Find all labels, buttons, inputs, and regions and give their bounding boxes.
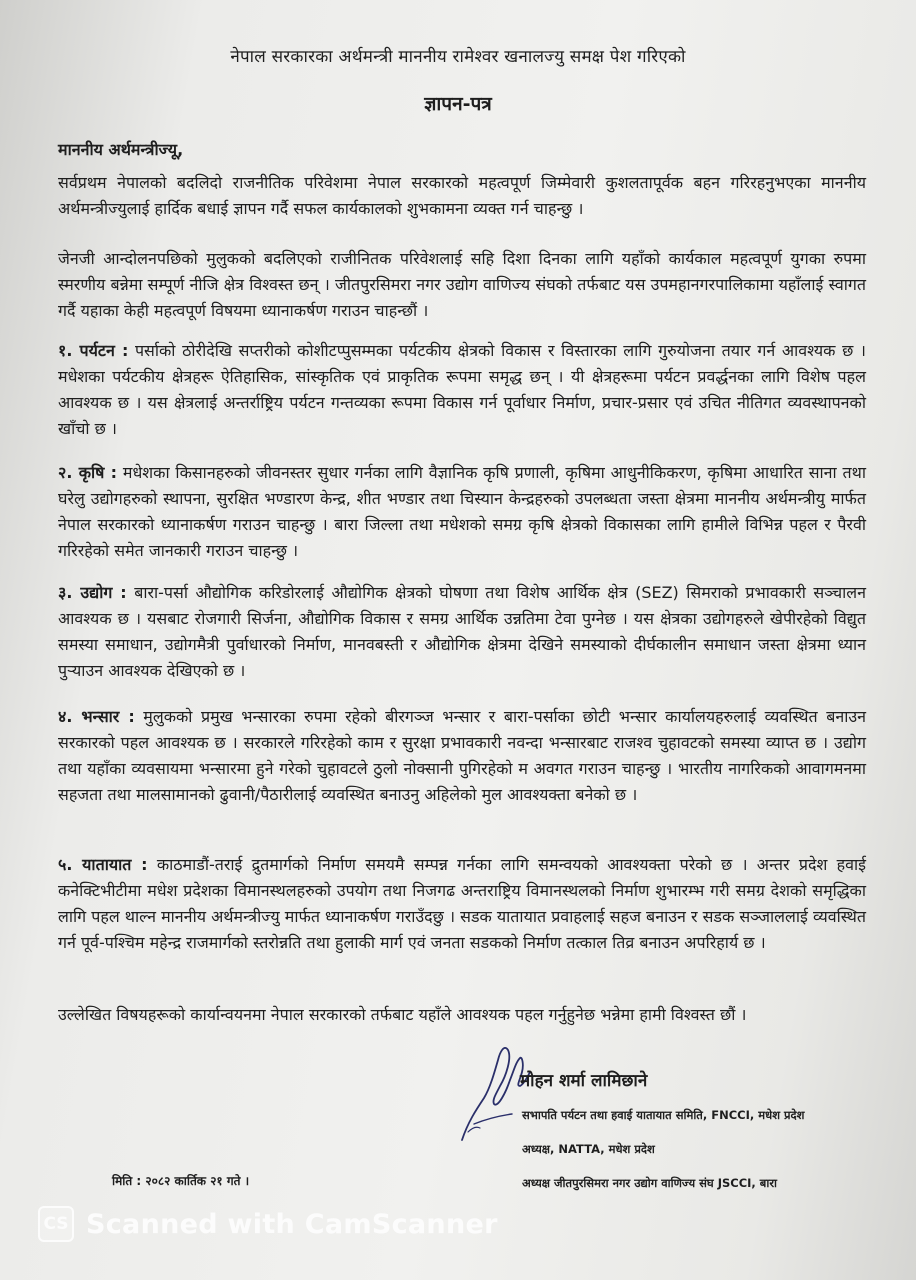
point-text: पर्साको ठोरीदेखि सप्तरीको कोशीटप्पुसम्मका पर्यटकीय क्षेत्रको विकास र विस्तारका लागि गुरुयोजना तयार गर्न आवश्यक छ । मधेशका पर्यटकीय क्षेत्रहरू ऐतिहासिक, सांस्कृतिक एवं प्राकृतिक रूपमा समृद्ध छन् । यी क्षेत्रहरूमा पर्यटन प्रवर्द्धनका लागि विशेष पहल आवश्यक छ । यस क्षेत्रलाई अन्तर्राष्ट्रिय पर्यटन गन्तव्यका रूपमा विकास गर्न पूर्वाधार निर्माण, प्रचार-प्रसार एवं उचित नीतिगत व्यवस्थापनको खाँचो छ । bbox=[58, 341, 866, 438]
camscanner-logo-icon: CS bbox=[38, 1206, 74, 1242]
submission-header: नेपाल सरकारका अर्थमन्त्री माननीय रामेश्वर खनालज्यु समक्ष पेश गरिएको bbox=[230, 47, 686, 67]
point-text: मधेशका किसानहरुको जीवनस्तर सुधार गर्नका लागि वैज्ञानिक कृषि प्रणाली, कृषिमा आधुनीकिकरण, कृषिमा आधारित साना तथा घरेलु उद्योगहरुको स्थापना, सुरक्षित भण्डारण केन्द्र, शीत भण्डार तथा चिस्यान केन्द्रहरुको उपलब्धता जस्ता क्षेत्रमा माननीय अर्थमन्त्रीयु मार्फत नेपाल सरकारको ध्यानाकर्षण गराउन चाहन्छु । बारा जिल्ला तथा मधेशको समग्र कृषि क्षेत्रको विकासका लागि हामीले विभिन्न पहल र पैरवी गरिरहेको समेत जानकारी गराउन चाहन्छु । bbox=[58, 463, 866, 560]
point-text: बारा-पर्सा औद्योगिक करिडोरलाई औद्योगिक क्षेत्रको घोषणा तथा विशेष आर्थिक क्षेत्र (SEZ) सिमराको प्रभावकारी सञ्चालन आवश्यक छ । यसबाट रोजगारी सिर्जना, औद्योगिक विकास र समग्र आर्थिक उन्नतिमा टेवा पुग्नेछ । यस क्षेत्रका उद्योगहरुले खेपीरहेको विद्युत समस्या समाधान, उद्योगमैत्री पुर्वाधारको निर्माण, मानवबस्ती र औद्योगिक क्षेत्रमा देखिने समस्याको दीर्घकालीन समाधान जस्ता क्षेत्रमा ध्यान पुऱ्याउन आवश्यक देखिएको छ । bbox=[58, 583, 867, 680]
point-tourism bbox=[58, 338, 866, 442]
signer-role: सभापति पर्यटन तथा हवाई यातायात समिति, FNCCI, मधेश प्रदेश bbox=[522, 1108, 805, 1122]
point-agriculture bbox=[58, 460, 866, 564]
signer-role: अध्यक्ष, NATTA, मधेश प्रदेश bbox=[522, 1142, 655, 1156]
point-text: काठमाडौं-तराई द्रुतमार्गको निर्माण समयमै सम्पन्न गर्नका लागि समन्वयको आवश्यक्ता परेको छ । अन्तर प्रदेश हवाई कनेक्टिभीटीमा मधेश प्रदेशका विमानस्थलहरुको उपयोग तथा निजगढ अन्तराष्ट्रिय विमानस्थलको निर्माण शुभारम्भ गरी समग्र देशको समृद्धिका लागि पहल थाल्न माननीय अर्थमन्त्रीज्यु मार्फत ध्यानाकर्षण गराउँदछु । सडक यातायात प्रवाहलाई सहज बनाउन र सडक सञ्जाललाई व्यवस्थित गर्न पूर्व-पश्चिम महेन्द्र राजमार्गको स्तरोन्नति तथा हुलाकी मार्ग एवं जनता सडकको निर्माण तत्काल तिव्र बनाउन अपरिहार्य छ । bbox=[58, 855, 867, 952]
camscanner-text: Scanned with CamScanner bbox=[86, 1208, 498, 1240]
document-date: मिति : २०८२ कार्तिक २१ गते । bbox=[112, 1174, 250, 1188]
intro-paragraph: जेनजी आन्दोलनपछिको मुलुकको बदलिएको राजीनितक परिवेशलाई सहि दिशा दिनका लागि यहाँको कार्यकाल महत्वपूर्ण युगका रुपमा स्मरणीय बन्नेमा सम्पूर्ण नीजि क्षेत्र विश्वस्त छन् । जीतपुरसिमरा नगर उद्योग वाणिज्य संघको तर्फबाट यस उपमहानगरपालिकामा यहाँलाई स्वागत गर्दै यहाका केही महत्वपूर्ण विषयमा ध्यानाकर्षण गराउन चाहन्छौं । bbox=[58, 249, 866, 320]
camscanner-watermark bbox=[38, 1206, 498, 1242]
point-customs bbox=[58, 704, 866, 808]
intro-paragraph: सर्वप्रथम नेपालको बदलिदो राजनीतिक परिवेशमा नेपाल सरकारको महत्वपूर्ण जिम्मेवारी कुशलतापूर्वक बहन गरिरहनुभएका माननीय अर्थमन्त्रीज्युलाई हार्दिक बधाई ज्ञापन गर्दै सफल कार्यकालको शुभकामना व्यक्त गर्न चाहन्छु । bbox=[58, 173, 866, 218]
signer-role: अध्यक्ष जीतपुरसिमरा नगर उद्योग वाणिज्य संघ JSCCI, बारा bbox=[522, 1176, 778, 1190]
closing-paragraph: उल्लेखित विषयहरूको कार्यान्वयनमा नेपाल सरकारको तर्फबाट यहाँले आवश्यक पहल गर्नुहुनेछ भन्नेमा हामी विश्वस्त छौं । bbox=[58, 1005, 747, 1024]
point-label: ४. भन्सार : bbox=[58, 707, 135, 726]
point-text: मुलुकको प्रमुख भन्सारका रुपमा रहेको बीरगञ्ज भन्सार र बारा-पर्साका छोटी भन्सार कार्यालयहरुलाई व्यवस्थित बनाउन सरकारको पहल आवश्यक छ । सरकारले गरिरहेको काम र सुरक्षा प्रभावकारी नवन्दा भन्सारबाट राजश्व चुहावटको समस्या व्याप्त छ । उद्योग तथा यहाँका व्यवसायमा भन्सारमा हुने गरेको चुहावटले ठुलो नोक्सानी पुगिरहेको म अवगत गराउन चाहन्छु । भारतीय नागरिकको आवागमनमा सहजता तथा मालसामानको ढुवानी/पैठारीलाई व्यवस्थित बनाउनु अहिलेको मुल आवश्यक्ता बनेको छ । bbox=[58, 707, 867, 804]
salutation: माननीय अर्थमन्त्रीज्यू, bbox=[58, 140, 184, 159]
point-label: ५. यातायात : bbox=[58, 855, 148, 874]
signer-name: मोहन शर्मा लामिछाने bbox=[520, 1071, 648, 1091]
document-title: ज्ञापन-पत्र bbox=[424, 93, 492, 115]
point-transport bbox=[58, 852, 866, 956]
point-industry bbox=[58, 580, 866, 684]
point-label: १. पर्यटन : bbox=[58, 341, 129, 360]
point-label: ३. उद्योग : bbox=[58, 583, 127, 602]
point-label: २. कृषि : bbox=[58, 463, 118, 482]
